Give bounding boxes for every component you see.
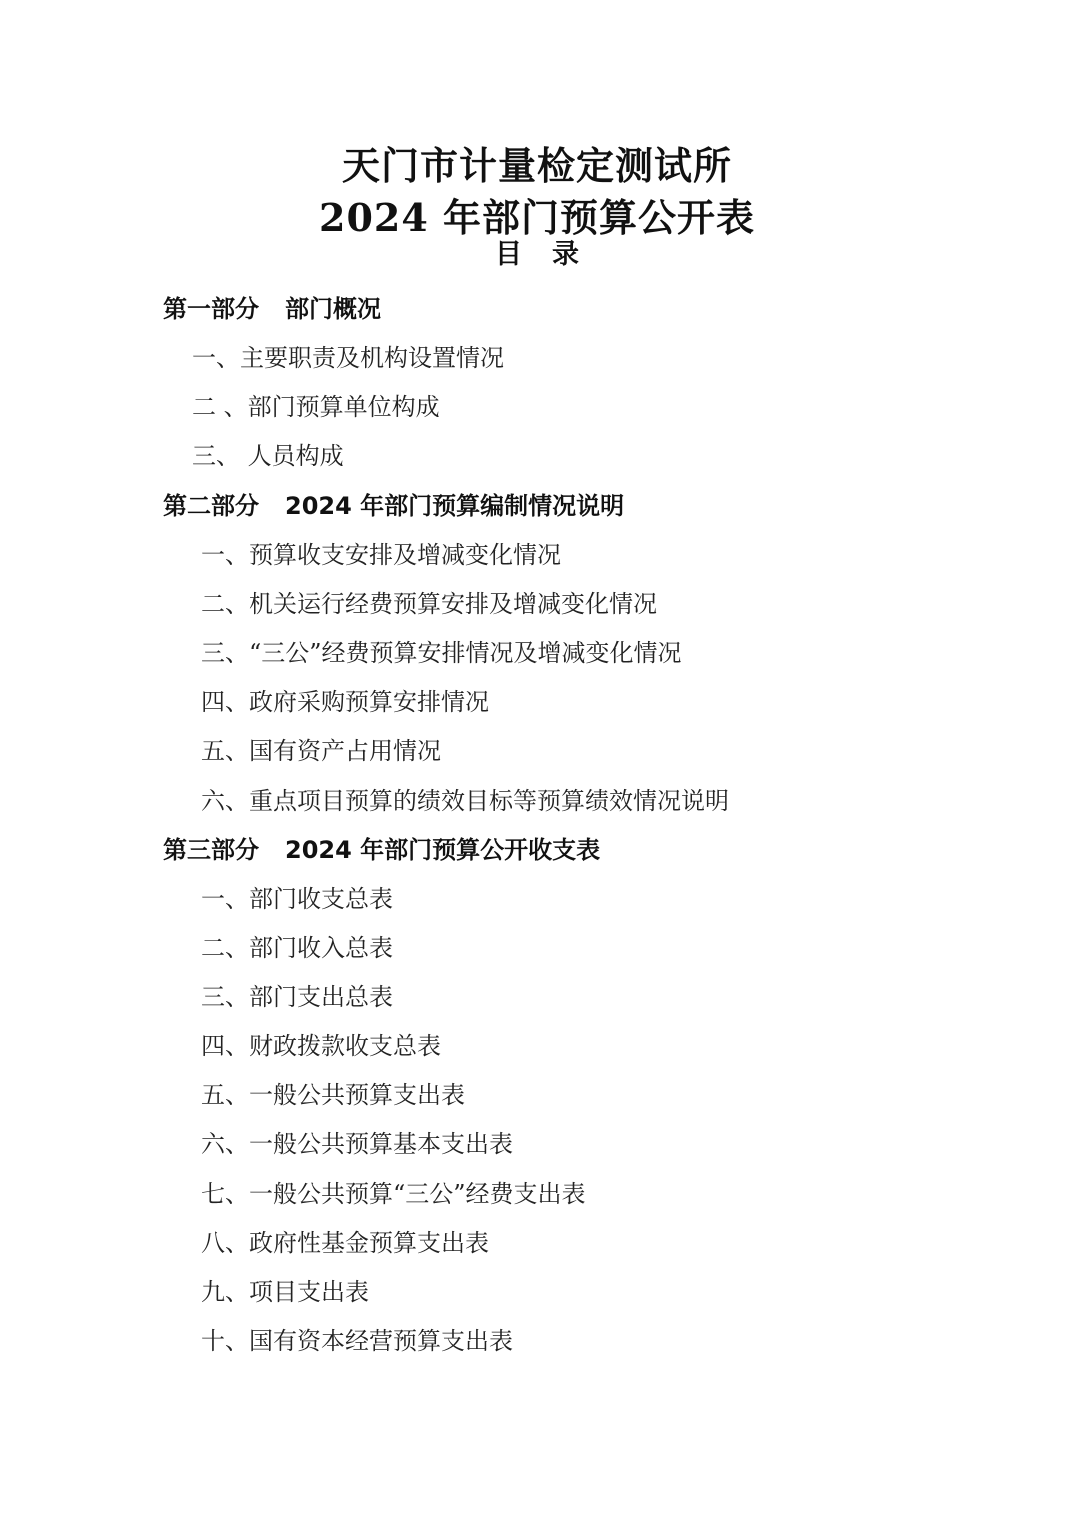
toc-heading (0, 232, 1074, 271)
toc-item[interactable]: 四、财政拨款收支总表 (201, 1032, 441, 1060)
toc-item[interactable]: 二、机关运行经费预算安排及增减变化情况 (201, 590, 657, 618)
toc-item[interactable]: 六、重点项目预算的绩效目标等预算绩效情况说明 (201, 787, 729, 815)
toc-heading-char-2: 录 (552, 239, 579, 270)
toc-item[interactable]: 五、国有资产占用情况 (201, 737, 441, 765)
toc-part-1-heading[interactable] (163, 289, 381, 324)
toc-item[interactable]: 十、国有资本经营预算支出表 (201, 1327, 513, 1355)
toc-heading-char-1: 目 (495, 239, 522, 270)
part-title: 2024 年部门预算公开收支表 (285, 836, 601, 864)
toc-item[interactable]: 一、部门收支总表 (201, 885, 393, 913)
toc-item[interactable]: 三、“三公”经费预算安排情况及增减变化情况 (201, 639, 682, 667)
toc-item[interactable]: 三、部门支出总表 (201, 983, 393, 1011)
toc-part-2-heading[interactable] (163, 486, 624, 521)
document-title-line-1: 天门市计量检定测试所 (341, 143, 732, 188)
part-label: 第二部分 (163, 492, 259, 520)
toc-item[interactable]: 一、主要职责及机构设置情况 (192, 344, 504, 372)
toc-item[interactable]: 四、政府采购预算安排情况 (201, 688, 489, 716)
toc-item[interactable]: 六、一般公共预算基本支出表 (201, 1130, 513, 1158)
part-title: 2024 年部门预算编制情况说明 (285, 492, 625, 520)
part-label: 第一部分 (163, 295, 259, 323)
toc-part-3-heading[interactable] (163, 830, 600, 865)
toc-item[interactable]: 八、政府性基金预算支出表 (201, 1229, 489, 1257)
toc-item[interactable]: 二 、部门预算单位构成 (192, 393, 440, 421)
toc-item[interactable]: 一、预算收支安排及增减变化情况 (201, 541, 561, 569)
part-label: 第三部分 (163, 836, 259, 864)
toc-item[interactable]: 七、一般公共预算“三公”经费支出表 (201, 1180, 586, 1208)
document-title-line-2: 2024 年部门预算公开表 (319, 195, 755, 240)
toc-item[interactable]: 三、 人员构成 (192, 442, 344, 470)
toc-item[interactable]: 二、部门收入总表 (201, 934, 393, 962)
toc-item[interactable]: 五、一般公共预算支出表 (201, 1081, 465, 1109)
part-title: 部门概况 (285, 295, 381, 323)
toc-item[interactable]: 九、项目支出表 (201, 1278, 369, 1306)
